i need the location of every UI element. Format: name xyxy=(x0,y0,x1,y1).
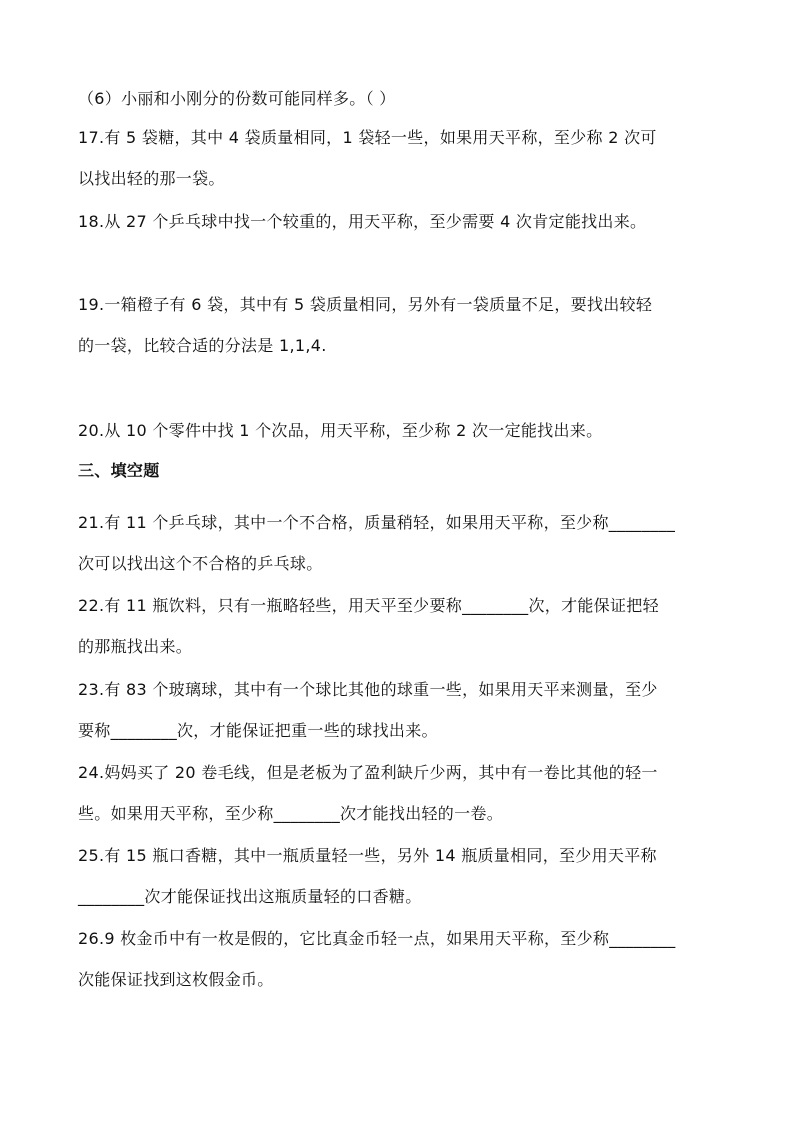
question-26-line-2: 次能保证找到这枚假金币。 xyxy=(78,970,274,989)
question-26-line-1: 26.9 枚金币中有一枚是假的，它比真金币轻一点，如果用天平称，至少称________ xyxy=(78,929,676,948)
question-24-line-1: 24.妈妈买了 20 卷毛线，但是老板为了盈利缺斤少两，其中有一卷比其他的轻一 xyxy=(78,763,658,782)
question-20-line: 20.从 10 个零件中找 1 个次品，用天平称，至少称 2 次一定能找出来。 xyxy=(78,421,603,440)
question-17-line-1: 17.有 5 袋糖，其中 4 袋质量相同，1 袋轻一些，如果用天平称，至少称 2 次可 xyxy=(78,128,657,147)
question-19-line-2: 的一袋，比较合适的分法是 1,1,4. xyxy=(78,336,327,355)
question-21-line-1: 21.有 11 个乒乓球，其中一个不合格，质量稍轻，如果用天平称，至少称________ xyxy=(78,513,676,532)
question-23-line-1: 23.有 83 个玻璃球，其中有一个球比其他的球重一些，如果用天平来测量，至少 xyxy=(78,680,658,699)
question-16-6-line: （6）小丽和小刚分的份数可能同样多。（ ） xyxy=(78,89,396,108)
question-21-line-2: 次可以找出这个不合格的乒乓球。 xyxy=(78,554,323,573)
question-25-line-1: 25.有 15 瓶口香糖，其中一瓶质量轻一些，另外 14 瓶质量相同，至少用天平称 xyxy=(78,846,657,865)
question-25-line-2: ________次才能保证找出这瓶质量轻的口香糖。 xyxy=(78,887,422,906)
question-19-line-1: 19.一箱橙子有 6 袋，其中有 5 袋质量相同，另外有一袋质量不足，要找出较轻 xyxy=(78,295,653,314)
question-23-line-2: 要称________次，才能保证把重一些的球找出来。 xyxy=(78,721,438,740)
question-22-line-2: 的那瓶找出来。 xyxy=(78,637,193,656)
section-heading-fill-blank: 三、填空题 xyxy=(78,461,160,480)
question-17-line-2: 以找出轻的那一袋。 xyxy=(78,169,225,188)
question-18-line: 18.从 27 个乒乓球中找一个较重的，用天平称，至少需要 4 次肯定能找出来。 xyxy=(78,212,647,231)
question-22-line-1: 22.有 11 瓶饮料，只有一瓶略轻些，用天平至少要称________次，才能保证把轻 xyxy=(78,596,659,615)
question-24-line-2: 些。如果用天平称，至少称________次才能找出轻的一卷。 xyxy=(78,804,504,823)
